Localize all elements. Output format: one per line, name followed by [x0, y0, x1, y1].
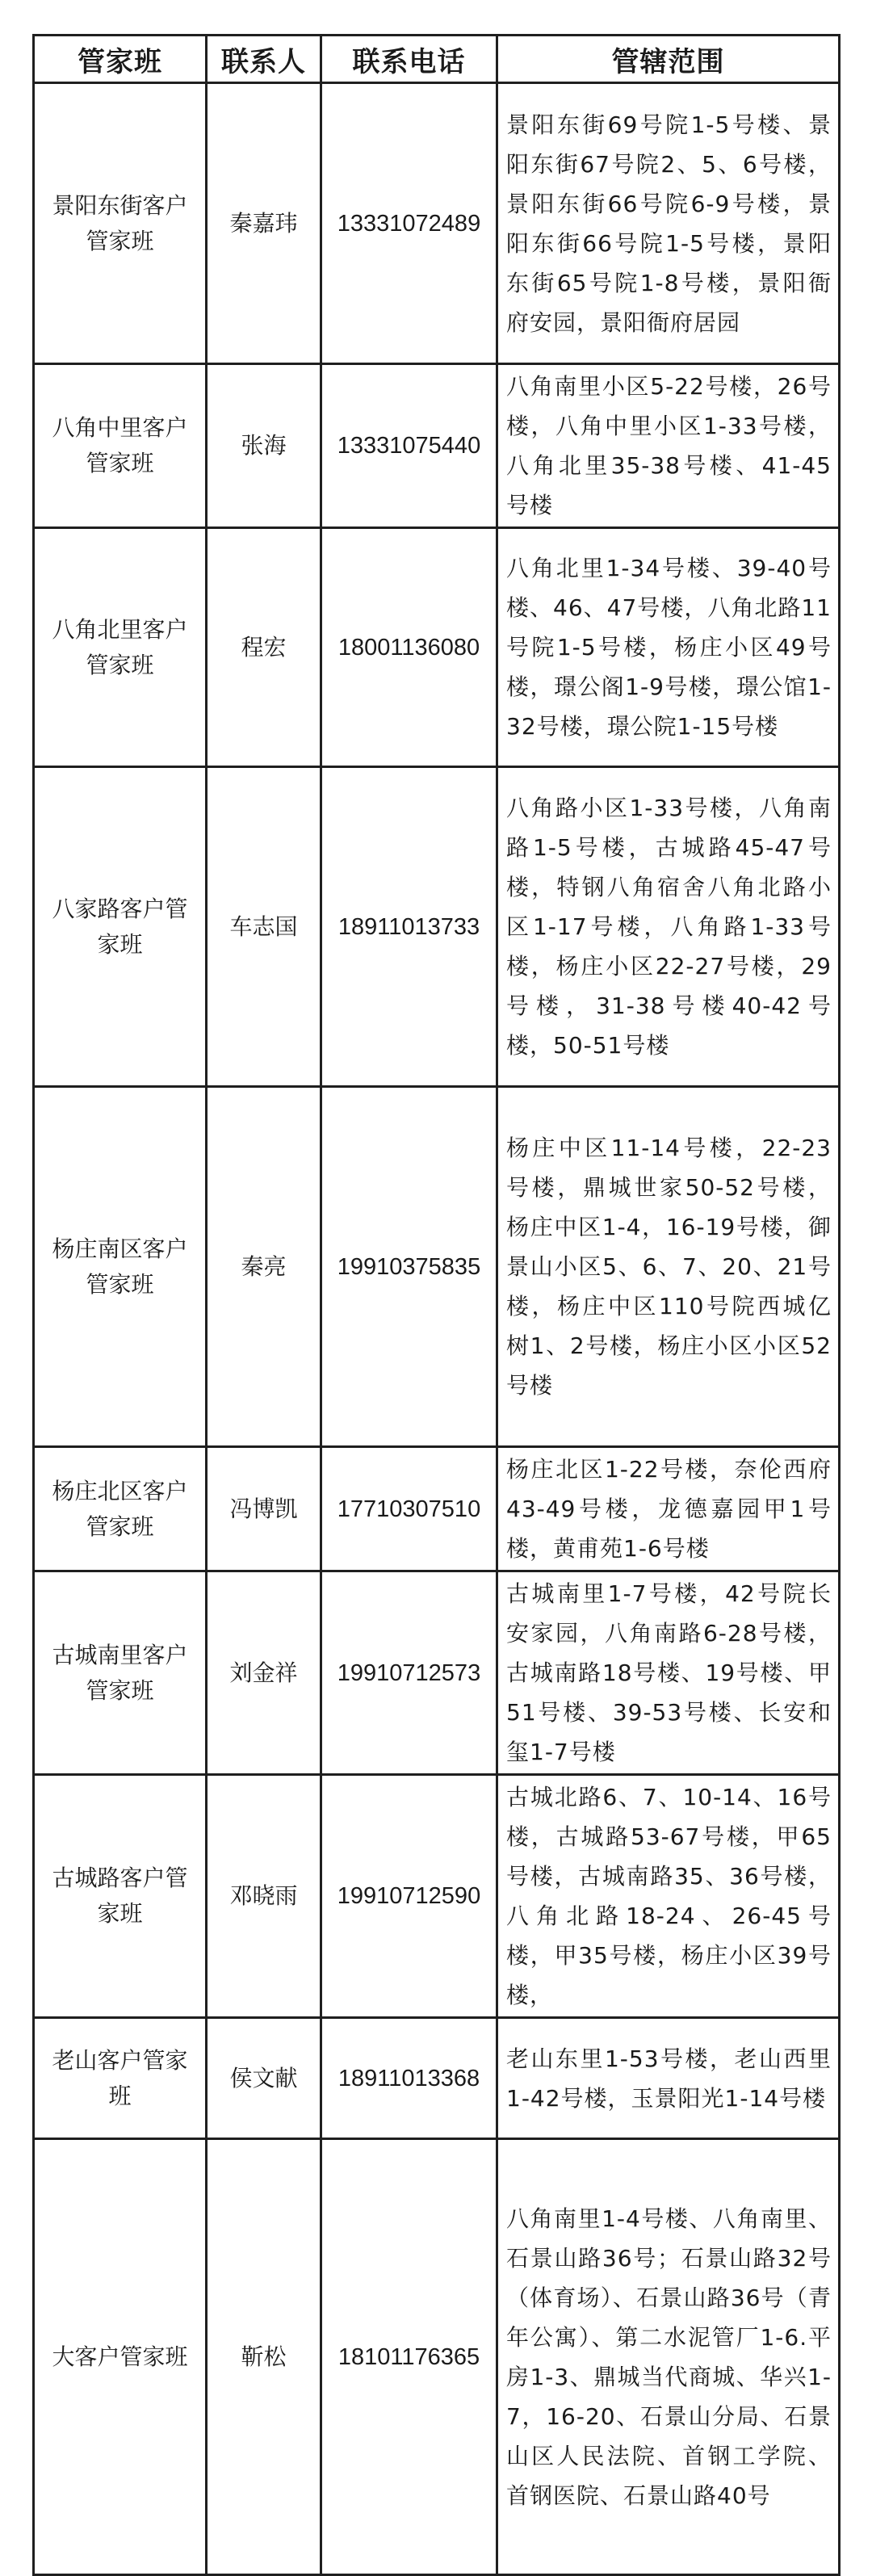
scope-cell: 古城北路6、7、10-14、16号楼，古城路53-67号楼，甲65号楼，古城南路35、36号楼，八角北路18-24、26-45号楼，甲35号楼，杨庄小区39号楼，: [497, 1775, 840, 2018]
team-cell: 大客户管家班: [34, 2139, 207, 2575]
phone-cell: 18001136080: [321, 528, 497, 767]
contact-cell: 冯博凯: [207, 1447, 321, 1571]
table-row: [34, 2018, 840, 2139]
table-row: [34, 364, 840, 528]
table-row: [34, 1447, 840, 1571]
contact-cell: 程宏: [207, 528, 321, 767]
scope-cell: 杨庄北区1-22号楼，奈伦西府43-49号楼，龙德嘉园甲1号楼，黄甫苑1-6号楼: [497, 1447, 840, 1571]
contact-table-sheet: [32, 34, 838, 2576]
table-row: [34, 1087, 840, 1447]
phone-cell: 17710307510: [321, 1447, 497, 1571]
contact-cell: 邓晓雨: [207, 1775, 321, 2018]
header-phone: 联系电话: [321, 36, 497, 83]
team-cell: 八角中里客户管家班: [34, 364, 207, 528]
table-row: [34, 1775, 840, 2018]
contact-cell: 秦嘉玮: [207, 83, 321, 364]
team-cell: 杨庄南区客户管家班: [34, 1087, 207, 1447]
scope-cell: 八角北里1-34号楼、39-40号楼、46、47号楼，八角北路11号院1-5号楼，杨庄小区49号楼，璟公阁1-9号楼，璟公馆1-32号楼，璟公院1-15号楼: [497, 528, 840, 767]
phone-cell: 19910375835: [321, 1087, 497, 1447]
contact-cell: 秦亮: [207, 1087, 321, 1447]
team-cell: 杨庄北区客户管家班: [34, 1447, 207, 1571]
phone-cell: 18911013733: [321, 767, 497, 1087]
phone-cell: 18911013368: [321, 2018, 497, 2139]
contact-cell: 靳松: [207, 2139, 321, 2575]
scope-cell: 八角南里小区5-22号楼，26号楼，八角中里小区1-33号楼，八角北里35-38号楼、41-45号楼: [497, 364, 840, 528]
team-cell: 老山客户管家班: [34, 2018, 207, 2139]
table-row: [34, 1571, 840, 1775]
team-cell: 景阳东街客户管家班: [34, 83, 207, 364]
table-row: [34, 83, 840, 364]
table-row: [34, 767, 840, 1087]
scope-cell: 老山东里1-53号楼，老山西里1-42号楼，玉景阳光1-14号楼: [497, 2018, 840, 2139]
scope-cell: 八角南里1-4号楼、八角南里、石景山路36号；石景山路32号（体育场）、石景山路36号（青年公寓）、第二水泥管厂1-6.平房1-3、鼎城当代商城、华兴1-7，16-20、石景山分局、石景山区人民法院、首钢工学院、首钢医院、石景山路40号: [497, 2139, 840, 2575]
phone-cell: 13331072489: [321, 83, 497, 364]
table-header-row: [34, 36, 840, 83]
header-scope: 管辖范围: [497, 36, 840, 83]
team-cell: 八角北里客户管家班: [34, 528, 207, 767]
team-cell: 八家路客户管家班: [34, 767, 207, 1087]
contact-cell: 车志国: [207, 767, 321, 1087]
table-row: [34, 528, 840, 767]
phone-cell: 18101176365: [321, 2139, 497, 2575]
phone-cell: 13331075440: [321, 364, 497, 528]
scope-cell: 古城南里1-7号楼，42号院长安家园，八角南路6-28号楼，古城南路18号楼、19号楼、甲51号楼、39-53号楼、长安和玺1-7号楼: [497, 1571, 840, 1775]
contact-cell: 侯文献: [207, 2018, 321, 2139]
phone-cell: 19910712590: [321, 1775, 497, 2018]
contact-cell: 张海: [207, 364, 321, 528]
housekeeper-contact-table: [32, 34, 841, 2576]
header-team: 管家班: [34, 36, 207, 83]
contact-cell: 刘金祥: [207, 1571, 321, 1775]
team-cell: 古城南里客户管家班: [34, 1571, 207, 1775]
scope-cell: 杨庄中区11-14号楼，22-23号楼，鼎城世家50-52号楼，杨庄中区1-4，16-19号楼，御景山小区5、6、7、20、21号楼，杨庄中区110号院西城亿树1、2号楼，杨庄小区小区52号楼: [497, 1087, 840, 1447]
scope-cell: 景阳东街69号院1-5号楼、景阳东街67号院2、5、6号楼，景阳东街66号院6-9号楼，景阳东街66号院1-5号楼，景阳东街65号院1-8号楼，景阳衙府安园，景阳衙府居园: [497, 83, 840, 364]
team-cell: 古城路客户管家班: [34, 1775, 207, 2018]
phone-cell: 19910712573: [321, 1571, 497, 1775]
header-contact: 联系人: [207, 36, 321, 83]
table-row: [34, 2139, 840, 2575]
scope-cell: 八角路小区1-33号楼，八角南路1-5号楼，古城路45-47号楼，特钢八角宿舍八角北路小区1-17号楼，八角路1-33号楼，杨庄小区22-27号楼，29号楼，31-38号楼40-42号楼，50-51号楼: [497, 767, 840, 1087]
